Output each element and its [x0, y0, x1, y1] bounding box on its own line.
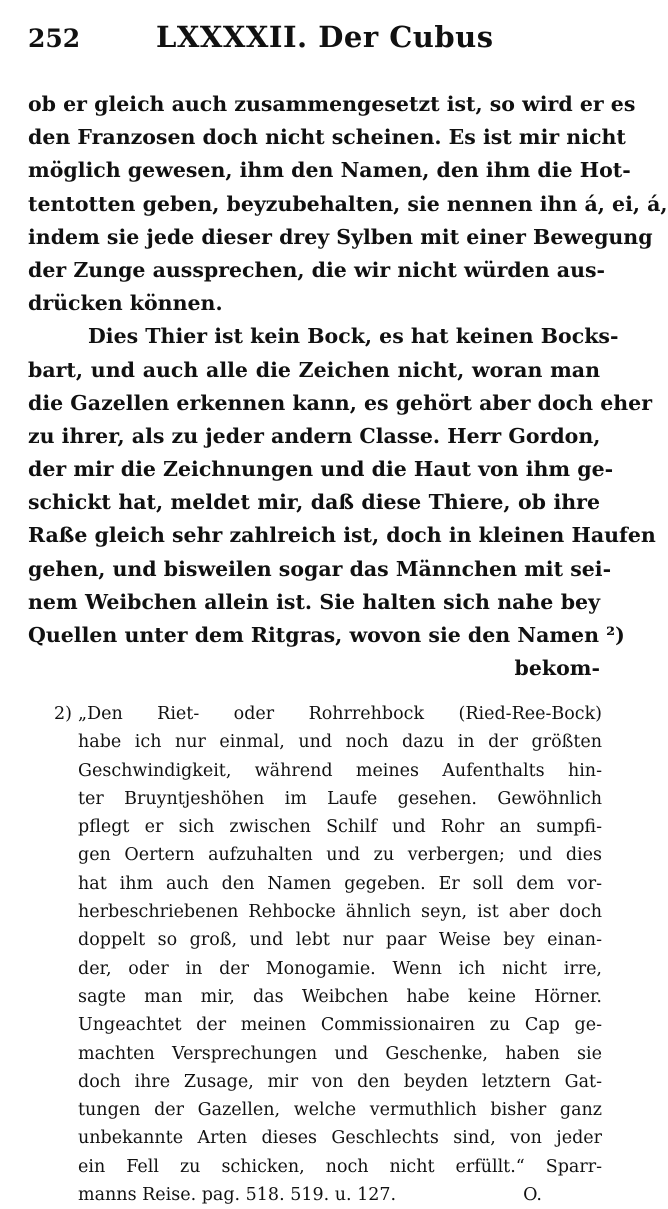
body-line: drücken können.	[28, 291, 223, 316]
body-line: gehen, und bisweilen sogar das Männchen mit sei-	[28, 556, 612, 581]
footnote-line: habe ich nur einmal, und noch dazu in der größten	[78, 732, 602, 753]
footnote-line: hat ihm auch den Namen gegeben. Er soll dem vor-	[78, 873, 602, 894]
body-line: möglich gewesen, ihm den Namen, den ihm die Hot-	[28, 158, 631, 183]
footnote-signature: O.	[523, 1185, 542, 1206]
footnote-line: pflegt er sich zwischen Schilf und Rohr an sumpfi-	[78, 817, 602, 838]
body-line: ob er gleich auch zusammengesetzt ist, so wird er es	[28, 92, 636, 116]
footnote-line: doppelt so groß, und lebt nur paar Weise bey einan-	[78, 930, 602, 951]
footnote-line	[54, 1181, 602, 1209]
main-text	[28, 88, 668, 685]
body-line: schickt hat, meldet mir, daß diese Thiere, ob ihre	[28, 490, 600, 515]
body-line: der mir die Zeichnungen und die Haut von ihm ge-	[28, 457, 614, 482]
footnote-line: tungen der Gazellen, welche vermuthlich bisher ganz	[78, 1100, 602, 1121]
catchword: bekom-	[514, 656, 600, 681]
footnote-line: herbeschriebenen Rehbocke ähnlich seyn, ist aber doch	[78, 902, 602, 923]
footnote-line: machten Versprechungen und Geschenke, haben sie	[78, 1043, 602, 1064]
footnote	[54, 700, 602, 1209]
footnote-line	[54, 700, 602, 728]
footnote-line: ter Bruyntjeshöhen im Laufe gesehen. Gewöhnlich	[78, 788, 602, 809]
page-header	[28, 18, 598, 58]
body-line: Quellen unter dem Ritgras, wovon sie den Namen ²)	[28, 623, 625, 647]
body-line: der Zunge aussprechen, die wir nicht würden aus-	[28, 257, 606, 282]
page-number: 252	[28, 24, 81, 53]
footnote-line: unbekannte Arten dieses Geschlechts sind, von jeder	[78, 1128, 602, 1149]
body-line: nem Weibchen allein ist. Sie halten sich nahe bey	[28, 589, 600, 614]
footnote-line: Ungeachtet der meinen Commissionairen zu Cap ge-	[78, 1015, 602, 1036]
body-line: tentotten geben, beyzubehalten, sie nennen ihn á, ei, á,	[28, 191, 668, 216]
body-line: indem sie jede dieser drey Sylben mit einer Bewegung	[28, 224, 653, 249]
footnote-line: ein Fell zu schicken, noch nicht erfüllt.“ Sparr-	[78, 1156, 602, 1177]
body-line: Dies Thier ist kein Bock, es hat keinen Bocks-	[88, 324, 619, 349]
body-line: zu ihrer, als zu jeder andern Classe. Herr Gordon,	[28, 423, 601, 448]
footnote-line: Geschwindigkeit, während meines Aufenthalts hin-	[78, 760, 602, 781]
body-line: Raße gleich sehr zahlreich ist, doch in kleinen Haufen	[28, 523, 656, 548]
footnote-line: sagte man mir, das Weibchen habe keine Hörner.	[78, 986, 602, 1007]
body-line: die Gazellen erkennen kann, es gehört aber doch eher	[28, 390, 652, 415]
footnote-line-text: „Den Riet- oder Rohrrehbock (Ried-Ree-Bock)	[78, 704, 602, 724]
footnote-marker: 2)	[54, 704, 72, 724]
running-title: LXXXXII. Der Cubus	[156, 20, 494, 54]
body-line: den Franzosen doch nicht scheinen. Es ist mir nicht	[28, 125, 626, 150]
footnote-line: doch ihre Zusage, mir von den beyden letztern Gat-	[78, 1071, 602, 1092]
body-line: bart, und auch alle die Zeichen nicht, woran man	[28, 357, 600, 382]
footnote-line: gen Oertern aufzuhalten und zu verbergen; und dies	[78, 845, 602, 866]
footnote-line: der, oder in der Monogamie. Wenn ich nicht irre,	[78, 958, 602, 979]
footnote-citation: manns Reise. pag. 518. 519. u. 127.	[78, 1185, 397, 1206]
